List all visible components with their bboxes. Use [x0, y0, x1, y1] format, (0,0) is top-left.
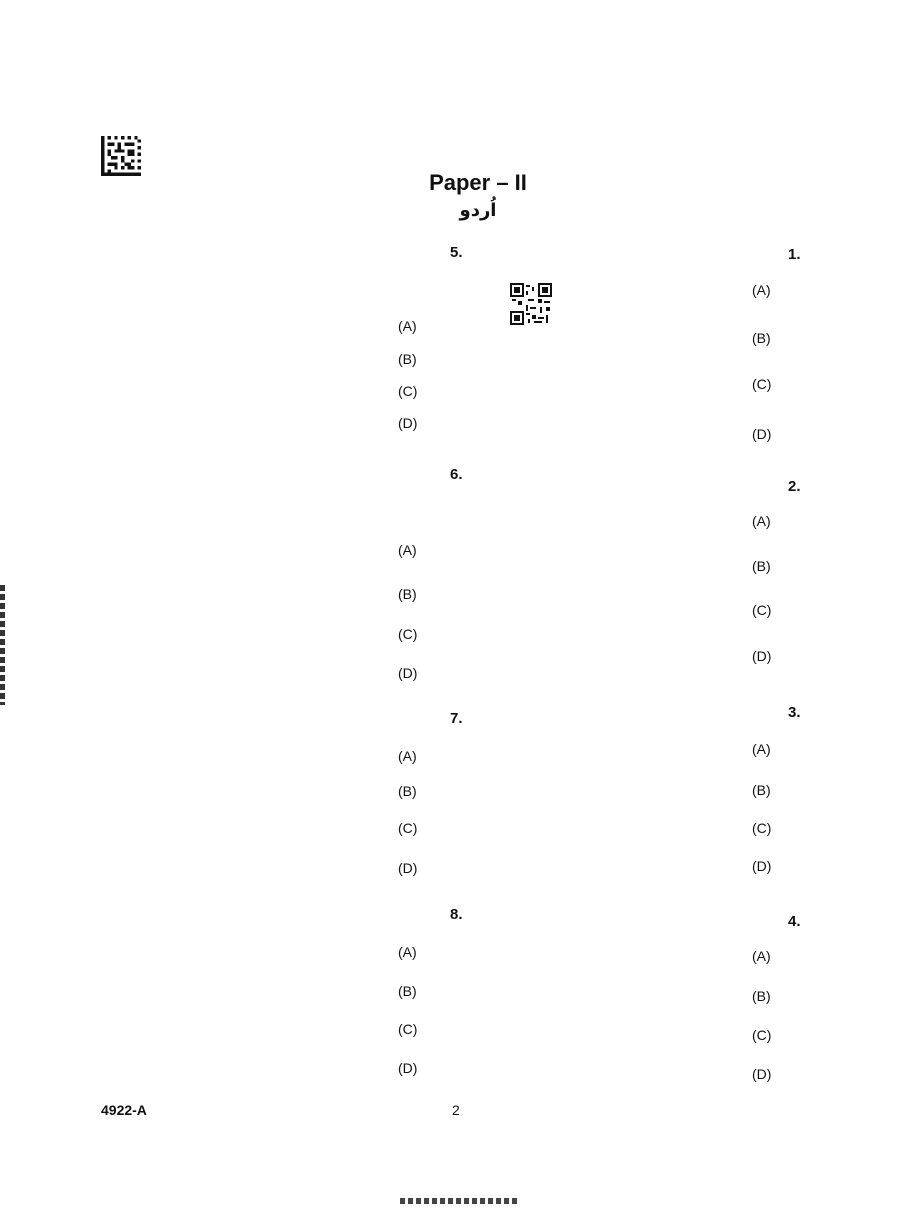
option-label: (B) [752, 782, 771, 798]
option-label: (B) [398, 586, 417, 602]
option-label: (C) [398, 383, 418, 399]
question-number: 8. [450, 906, 463, 923]
option-label: (C) [752, 376, 772, 392]
option-label: (B) [398, 983, 417, 999]
question-number: 5. [450, 244, 463, 261]
option-label: (C) [752, 1027, 772, 1043]
option-label: (D) [752, 858, 772, 874]
booklet-code: 4922-A [101, 1102, 147, 1118]
option-label: (C) [752, 820, 772, 836]
option-label: (D) [398, 415, 418, 431]
scan-bottom-mark [400, 1198, 520, 1204]
option-label: (A) [398, 748, 417, 764]
option-label: (C) [752, 602, 772, 618]
option-label: (C) [398, 1021, 418, 1037]
question-number: 2. [788, 478, 801, 495]
question-number: 6. [450, 466, 463, 483]
option-label: (A) [398, 318, 417, 334]
paper-title: Paper – II [429, 170, 527, 195]
option-label: (C) [398, 820, 418, 836]
option-label: (A) [752, 948, 771, 964]
scan-edge-mark [0, 585, 5, 705]
page-number: 2 [452, 1102, 460, 1118]
option-label: (B) [752, 988, 771, 1004]
option-label: (A) [752, 741, 771, 757]
question-number: 1. [788, 246, 801, 263]
option-label: (A) [398, 542, 417, 558]
option-label: (D) [752, 426, 772, 442]
paper-subtitle: اُردو [459, 200, 497, 221]
option-label: (D) [398, 665, 418, 681]
option-label: (B) [398, 783, 417, 799]
question-number: 7. [450, 710, 463, 727]
option-label: (D) [398, 1060, 418, 1076]
option-label: (B) [398, 351, 417, 367]
question-number: 4. [788, 913, 801, 930]
option-label: (A) [752, 513, 771, 529]
option-label: (A) [752, 282, 771, 298]
qr-code-icon [510, 283, 552, 325]
option-label: (D) [752, 648, 772, 664]
option-label: (B) [752, 558, 771, 574]
option-label: (C) [398, 626, 418, 642]
option-label: (A) [398, 944, 417, 960]
option-label: (D) [398, 860, 418, 876]
option-label: (D) [752, 1066, 772, 1082]
question-number: 3. [788, 704, 801, 721]
option-label: (B) [752, 330, 771, 346]
